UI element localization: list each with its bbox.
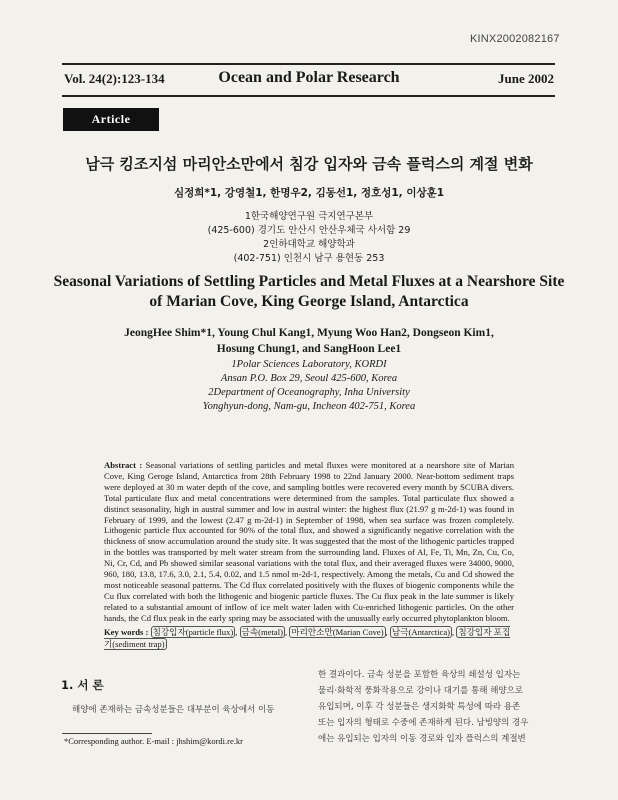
body-text-left: 해양에 존재하는 금속성분들은 대부분이 육상에서 이동	[72, 705, 275, 715]
body-right-line-5: 에는 유입되는 입자의 이동 경로와 입자 플럭스의 계절변	[318, 734, 526, 744]
corresponding-author-footnote: *Corresponding author. E-mail : jhshim@kordi.re.kr	[64, 736, 243, 746]
keyword-5: 침강입자 포집기(sediment trap)	[104, 627, 511, 649]
affiliation-en-2: Ansan P.O. Box 29, Seoul 425-600, Korea	[220, 373, 398, 384]
keywords: Key words : 침강입자(particle flux) , 금속(metal) , 마리안소만(Marian Cove) , 남극(Antarctica) , 침강입자 포집기(sediment trap)	[104, 627, 511, 649]
body-text-right	[318, 667, 563, 747]
header-rule-top	[62, 63, 555, 65]
journal-volume: Vol. 24(2):123-134	[64, 71, 165, 86]
affiliation-en-1: 1Polar Sciences Laboratory, KORDI	[231, 359, 387, 370]
authors-english	[0, 325, 618, 357]
keyword-4: 남극(Antarctica)	[391, 627, 451, 637]
issue-date: June 2002	[498, 71, 554, 86]
authors-english-line-1: JeongHee Shim*1, Young Chul Kang1, Myung Woo Han2, Dongseon Kim1,	[124, 327, 494, 339]
abstract-label: Abstract :	[104, 460, 143, 470]
header-rule-bottom	[62, 95, 555, 97]
document-id: KINX2002082167	[470, 33, 560, 45]
keyword-2: 금속(metal)	[241, 627, 283, 637]
affiliation-ko-3: 2인하대학교 해양학과	[263, 239, 355, 250]
affiliation-ko-4: (402-751) 인천시 남구 용현동 253	[233, 253, 385, 264]
body-right-line-1: 한 결과이다. 금속 성분을 포함한 육상의 쇄설성 입자는	[318, 670, 521, 680]
title-english	[0, 272, 618, 312]
abstract	[104, 460, 514, 624]
authors-english-line-2: Hosung Chung1, and SangHoon Lee1	[216, 343, 402, 355]
title-english-line-2: of Marian Cove, King George Island, Antarctica	[149, 293, 469, 310]
body-right-line-4: 또는 입자의 형태로 수중에 존재하게 된다. 남빙양의 경우	[318, 718, 529, 728]
affiliation-ko-1: 1한국해양연구원 극지연구본부	[244, 211, 374, 222]
keywords-label: Key words :	[104, 627, 149, 637]
title-english-line-1: Seasonal Variations of Settling Particles and Metal Fluxes at a Nearshore Site	[53, 273, 565, 290]
keyword-3: 마리안소만(Marian Cove)	[291, 627, 384, 637]
keyword-1: 침강입자(particle flux)	[152, 627, 234, 637]
footnote-divider	[62, 733, 152, 734]
article-type-label: Article	[63, 108, 159, 131]
authors-korean: 심정희*1, 강영철1, 한명우2, 김동선1, 정호성1, 이상훈1	[173, 187, 445, 199]
abstract-text: Seasonal variations of settling particles and metal fluxes were monitored at a nearshore site of Marian Cove, King Geroge Island, Antarctica from 28th February 1998 to 22nd January 2000. Near-bottom sediment traps were deployed at 30 m water depth of the cove, and sampling bottles were recovered every month by SCUBA divers. Total particulate flux and metal concentrations were determined from the samples. Total particulate flux showed a distinct seasonality, high in austral summer and low in austral winter: the highest flux (21.97 g m-2d-1) was found in February of 1999, and the lowest (2.47 g m-2d-1) in September of 1998, when sea surface was frozen completely. Lithogenic particle flux accounted for 90% of the total flux, and showed a significantly negative correlation with the thickness of snow accumulation around the study site. It was suggested that the most of the lithogenic particles trapped in the bottles was transported by melt water stream from the surrounding land. Fluxes of Al, Fe, Ti, Mn, Zn, Cu, Co, Ni, Cr, Cd, and Pb showed similar seasonal variations with the total flux, and their averaged fluxes were 34000, 9000, 960, 180, 13.8, 17.6, 3.0, 2.1, 5.4, 0.02, and 1.5 nmol m-2d-1, respectively. Among the metals, Cu and Cd showed the most noticeable seasonal patterns. The Cd flux correlated positively with the fluxes of biogenic components while the Cu flux correlated with both the lithogenic and biogenic particle fluxes. The Cu flux peak in the late summer is likely related to a substantial amount of inflow of ice melt water laden with Cu-enriched lithogenic particles. On the other hands, the Cd flux peak in the early spring may be associated with the unusually early occurred phytoplankton bloom.	[104, 460, 514, 623]
body-right-line-3: 유입되며, 이후 각 성분들은 생지화학 특성에 따라 용존	[318, 702, 521, 712]
affiliation-en-3: 2Department of Oceanography, Inha University	[208, 387, 410, 398]
section-heading: 1. 서 론	[61, 678, 104, 692]
title-korean: 남극 킹조지섬 마리안소만에서 침강 입자와 금속 플럭스의 계절 변화	[85, 155, 533, 173]
journal-name: Ocean and Polar Research	[218, 69, 400, 86]
affiliation-ko-2: (425-600) 경기도 안산시 안산우체국 사서함 29	[207, 225, 411, 236]
affiliation-en-4: Yonghyun-dong, Nam-gu, Incheon 402-751, Korea	[202, 401, 416, 412]
body-right-line-2: 물리·화학적 풍화작용으로 강이나 대기를 통해 해양으로	[318, 686, 524, 696]
